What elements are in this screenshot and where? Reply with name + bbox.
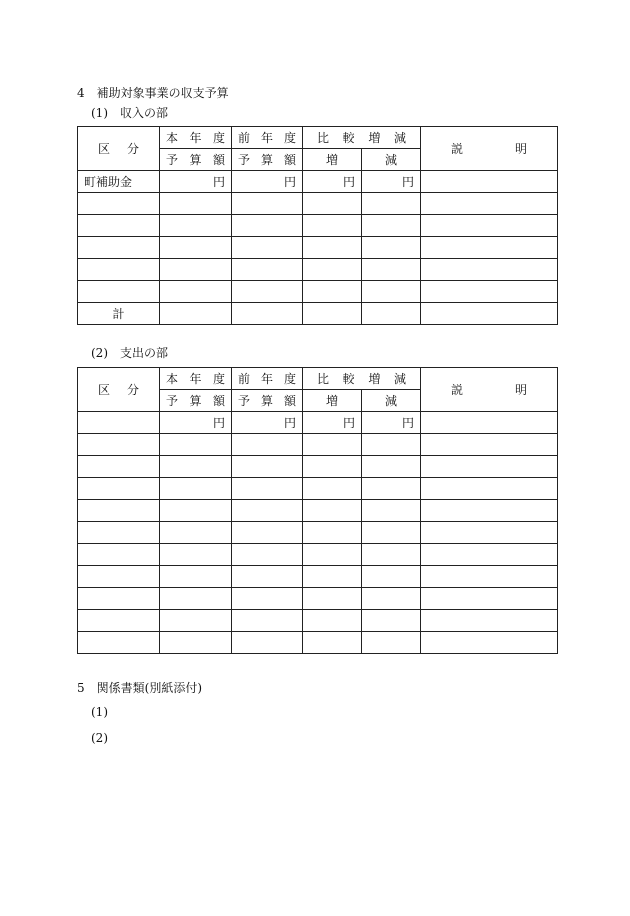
- previous-budget-cell[interactable]: 円: [232, 171, 303, 193]
- header-category: [78, 127, 160, 171]
- category-cell[interactable]: [78, 588, 160, 610]
- previous-budget-cell[interactable]: [232, 632, 303, 654]
- header-budget-previous: [232, 149, 303, 171]
- header-previous-year-text: 前 年 度: [238, 131, 296, 145]
- table-row: [78, 544, 558, 566]
- description-cell[interactable]: [421, 193, 558, 215]
- current-budget-cell[interactable]: [160, 303, 232, 325]
- description-cell[interactable]: [421, 215, 558, 237]
- table-row: [78, 237, 558, 259]
- description-cell[interactable]: [421, 544, 558, 566]
- table-row: [78, 412, 558, 434]
- category-cell[interactable]: [78, 632, 160, 654]
- decrease-cell[interactable]: [362, 632, 421, 654]
- decrease-cell[interactable]: [362, 500, 421, 522]
- header-budget-current-text: 予 算 額: [166, 153, 225, 167]
- increase-cell[interactable]: 円: [303, 412, 362, 434]
- previous-budget-cell[interactable]: 円: [232, 412, 303, 434]
- header-description-text: 説 明: [451, 383, 527, 397]
- table-row: [78, 610, 558, 632]
- increase-cell[interactable]: [303, 237, 362, 259]
- decrease-cell[interactable]: 円: [362, 171, 421, 193]
- category-cell[interactable]: [78, 434, 160, 456]
- description-cell[interactable]: [421, 566, 558, 588]
- header-category-text: 区 分: [98, 383, 139, 397]
- current-budget-cell[interactable]: [160, 193, 232, 215]
- previous-budget-cell[interactable]: [232, 610, 303, 632]
- category-cell[interactable]: [78, 281, 160, 303]
- previous-budget-cell[interactable]: [232, 544, 303, 566]
- description-cell[interactable]: [421, 522, 558, 544]
- table-row: [78, 588, 558, 610]
- table-row: [78, 434, 558, 456]
- description-cell[interactable]: [421, 610, 558, 632]
- table-row: [78, 632, 558, 654]
- decrease-cell[interactable]: [362, 588, 421, 610]
- category-cell[interactable]: [78, 500, 160, 522]
- current-budget-cell[interactable]: [160, 281, 232, 303]
- current-budget-cell[interactable]: 円: [160, 171, 232, 193]
- header-previous-year-text: 前 年 度: [238, 372, 296, 386]
- header-budget-previous-text: 予 算 額: [238, 153, 296, 167]
- current-budget-cell[interactable]: [160, 566, 232, 588]
- decrease-cell[interactable]: [362, 237, 421, 259]
- table-row: [78, 566, 558, 588]
- section-5-title: 5 関係書類(別紙添付): [77, 681, 202, 695]
- header-previous-year: [232, 127, 303, 149]
- description-cell[interactable]: [421, 259, 558, 281]
- current-budget-cell[interactable]: [160, 632, 232, 654]
- increase-cell[interactable]: [303, 566, 362, 588]
- description-cell[interactable]: [421, 281, 558, 303]
- increase-cell[interactable]: [303, 456, 362, 478]
- category-cell[interactable]: 町補助金: [78, 171, 160, 193]
- previous-budget-cell[interactable]: [232, 522, 303, 544]
- header-previous-year: [232, 368, 303, 390]
- current-budget-cell[interactable]: [160, 456, 232, 478]
- decrease-cell[interactable]: [362, 193, 421, 215]
- previous-budget-cell[interactable]: [232, 303, 303, 325]
- table-row: [78, 281, 558, 303]
- category-cell[interactable]: [78, 412, 160, 434]
- increase-cell[interactable]: [303, 522, 362, 544]
- description-cell[interactable]: [421, 412, 558, 434]
- decrease-cell[interactable]: [362, 434, 421, 456]
- header-comparison-text: 比 較 増 減: [317, 372, 406, 386]
- expense-section-title: (2) 支出の部: [91, 346, 168, 360]
- description-cell[interactable]: [421, 632, 558, 654]
- increase-cell[interactable]: [303, 500, 362, 522]
- decrease-cell[interactable]: [362, 281, 421, 303]
- increase-cell[interactable]: [303, 434, 362, 456]
- increase-cell[interactable]: [303, 588, 362, 610]
- category-cell[interactable]: [78, 610, 160, 632]
- increase-cell[interactable]: [303, 303, 362, 325]
- previous-budget-cell[interactable]: [232, 434, 303, 456]
- increase-cell[interactable]: [303, 259, 362, 281]
- header-description: [421, 127, 558, 171]
- description-cell[interactable]: [421, 171, 558, 193]
- header-budget-current: [160, 390, 232, 412]
- header-budget-previous: [232, 390, 303, 412]
- category-cell[interactable]: 計: [78, 303, 160, 325]
- header-category: [78, 368, 160, 412]
- description-cell[interactable]: [421, 434, 558, 456]
- increase-cell[interactable]: [303, 215, 362, 237]
- header-budget-current: [160, 149, 232, 171]
- table-row: [78, 193, 558, 215]
- header-description-text: 説 明: [451, 142, 527, 156]
- income-section-title: (1) 収入の部: [91, 106, 168, 120]
- table-row: [78, 478, 558, 500]
- category-cell[interactable]: [78, 478, 160, 500]
- table-row: [78, 259, 558, 281]
- header-current-year: [160, 368, 232, 390]
- description-cell[interactable]: [421, 588, 558, 610]
- category-cell[interactable]: [78, 544, 160, 566]
- increase-cell[interactable]: [303, 632, 362, 654]
- description-cell[interactable]: [421, 456, 558, 478]
- header-current-year-text: 本 年 度: [166, 372, 225, 386]
- description-cell[interactable]: [421, 237, 558, 259]
- table-row: [78, 215, 558, 237]
- attachment-item-2: (2): [91, 731, 108, 745]
- decrease-cell[interactable]: [362, 610, 421, 632]
- current-budget-cell[interactable]: [160, 434, 232, 456]
- decrease-cell[interactable]: [362, 303, 421, 325]
- previous-budget-cell[interactable]: [232, 193, 303, 215]
- header-increase: 増: [303, 390, 362, 412]
- header-current-year-text: 本 年 度: [166, 131, 225, 145]
- current-budget-cell[interactable]: 円: [160, 412, 232, 434]
- current-budget-cell[interactable]: [160, 500, 232, 522]
- increase-cell[interactable]: [303, 478, 362, 500]
- previous-budget-cell[interactable]: [232, 237, 303, 259]
- previous-budget-cell[interactable]: [232, 478, 303, 500]
- previous-budget-cell[interactable]: [232, 588, 303, 610]
- previous-budget-cell[interactable]: [232, 281, 303, 303]
- table-row: [78, 500, 558, 522]
- header-category-text: 区 分: [98, 142, 139, 156]
- decrease-cell[interactable]: [362, 215, 421, 237]
- table-row: [78, 303, 558, 325]
- header-decrease: 減: [362, 149, 421, 171]
- increase-cell[interactable]: 円: [303, 171, 362, 193]
- decrease-cell[interactable]: [362, 259, 421, 281]
- header-decrease: 減: [362, 390, 421, 412]
- header-description: [421, 368, 558, 412]
- decrease-cell[interactable]: [362, 456, 421, 478]
- table-row: [78, 522, 558, 544]
- attachment-item-1: (1): [91, 705, 108, 719]
- category-cell[interactable]: [78, 259, 160, 281]
- expense-budget-table: [77, 367, 558, 654]
- category-cell[interactable]: [78, 456, 160, 478]
- section-4-title: 4 補助対象事業の収支予算: [77, 86, 229, 100]
- previous-budget-cell[interactable]: [232, 566, 303, 588]
- decrease-cell[interactable]: [362, 522, 421, 544]
- table-row: [78, 456, 558, 478]
- header-comparison: [303, 368, 421, 390]
- description-cell[interactable]: [421, 500, 558, 522]
- header-budget-previous-text: 予 算 額: [238, 394, 296, 408]
- category-cell[interactable]: [78, 566, 160, 588]
- increase-cell[interactable]: [303, 610, 362, 632]
- header-comparison: [303, 127, 421, 149]
- category-cell[interactable]: [78, 237, 160, 259]
- category-cell[interactable]: [78, 215, 160, 237]
- current-budget-cell[interactable]: [160, 259, 232, 281]
- current-budget-cell[interactable]: [160, 478, 232, 500]
- description-cell[interactable]: [421, 303, 558, 325]
- increase-cell[interactable]: [303, 281, 362, 303]
- income-budget-table: [77, 126, 558, 325]
- header-budget-current-text: 予 算 額: [166, 394, 225, 408]
- decrease-cell[interactable]: 円: [362, 412, 421, 434]
- previous-budget-cell[interactable]: [232, 215, 303, 237]
- current-budget-cell[interactable]: [160, 237, 232, 259]
- current-budget-cell[interactable]: [160, 588, 232, 610]
- current-budget-cell[interactable]: [160, 610, 232, 632]
- previous-budget-cell[interactable]: [232, 456, 303, 478]
- header-increase: 増: [303, 149, 362, 171]
- current-budget-cell[interactable]: [160, 522, 232, 544]
- header-current-year: [160, 127, 232, 149]
- current-budget-cell[interactable]: [160, 215, 232, 237]
- header-comparison-text: 比 較 増 減: [317, 131, 406, 145]
- table-row: [78, 171, 558, 193]
- description-cell[interactable]: [421, 478, 558, 500]
- category-cell[interactable]: [78, 193, 160, 215]
- increase-cell[interactable]: [303, 193, 362, 215]
- decrease-cell[interactable]: [362, 478, 421, 500]
- previous-budget-cell[interactable]: [232, 500, 303, 522]
- increase-cell[interactable]: [303, 544, 362, 566]
- previous-budget-cell[interactable]: [232, 259, 303, 281]
- current-budget-cell[interactable]: [160, 544, 232, 566]
- decrease-cell[interactable]: [362, 566, 421, 588]
- category-cell[interactable]: [78, 522, 160, 544]
- decrease-cell[interactable]: [362, 544, 421, 566]
